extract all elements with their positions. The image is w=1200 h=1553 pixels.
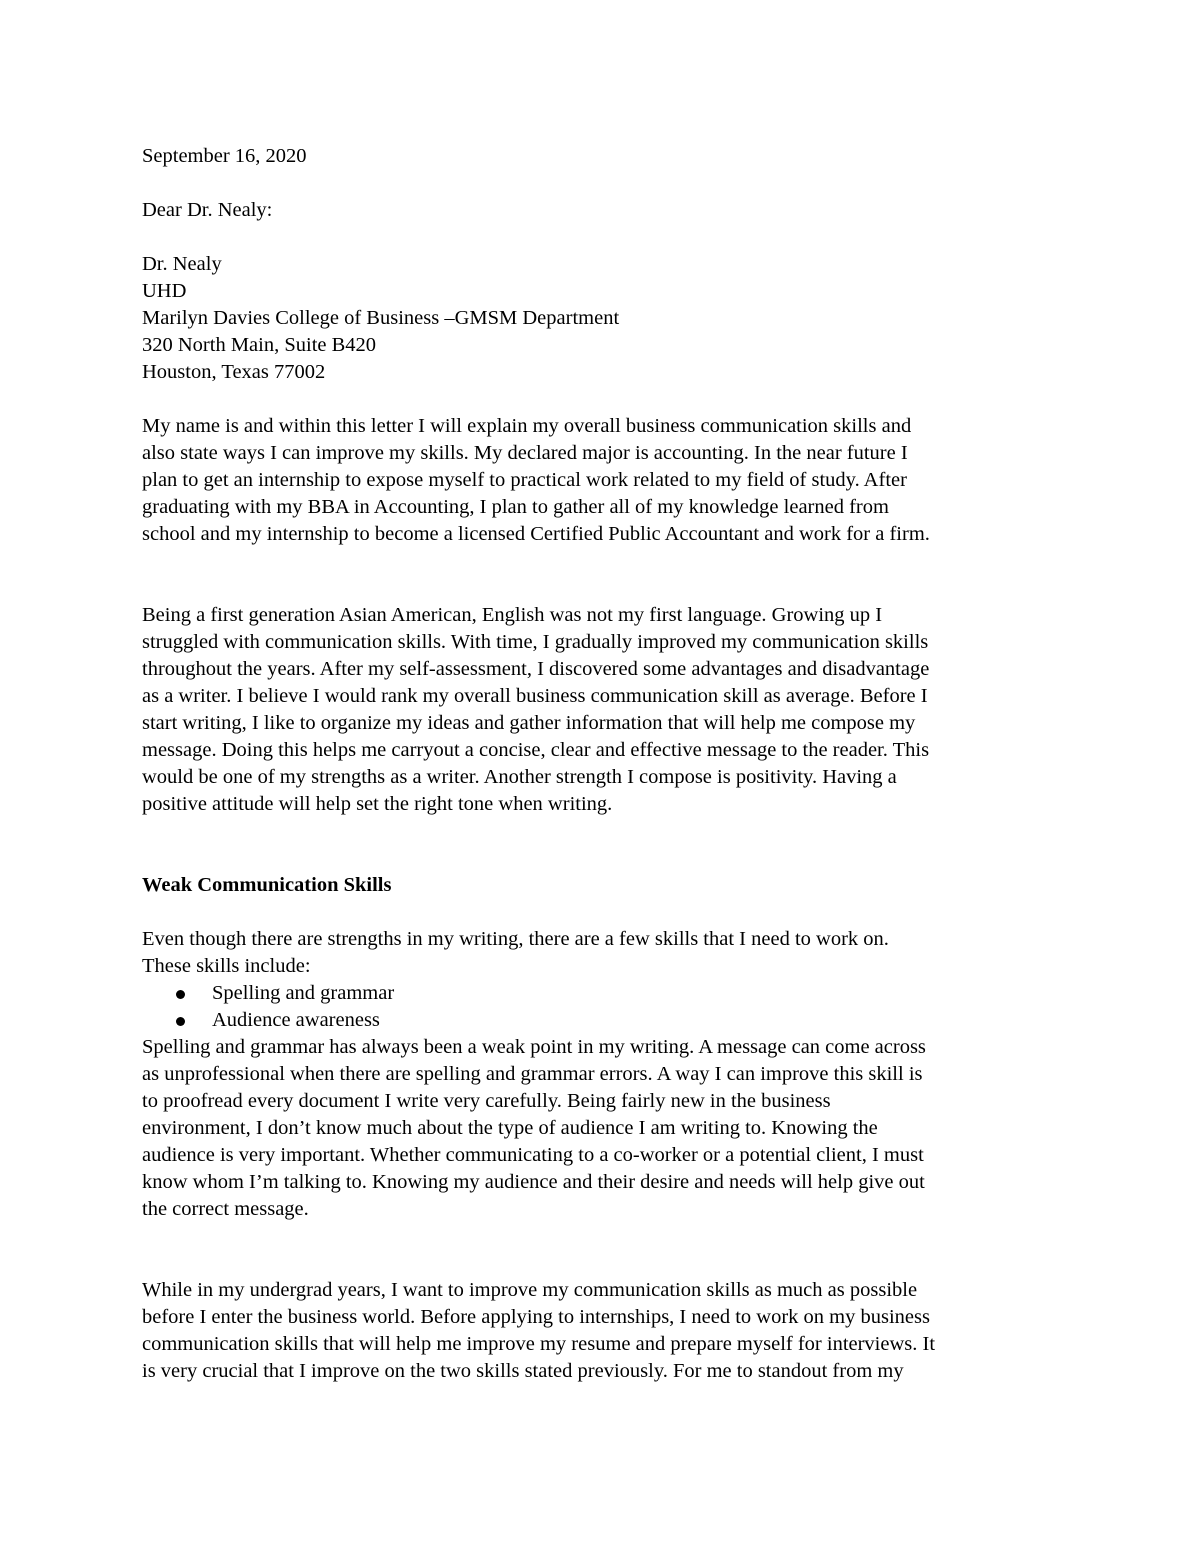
paragraph-line: graduating with my BBA in Accounting, I plan to gather all of my knowledge learned from xyxy=(142,496,889,518)
paragraph-line: as a writer. I believe I would rank my overall business communication skill as average. Before I xyxy=(142,685,928,707)
list-item xyxy=(142,980,1057,1007)
paragraph-line: While in my undergrad years, I want to improve my communication skills as much as possible xyxy=(142,1279,918,1301)
recipient-address xyxy=(142,251,1057,386)
paragraph-line: the correct message. xyxy=(142,1198,309,1220)
address-line: 320 North Main, Suite B420 xyxy=(142,334,377,356)
bullet-icon xyxy=(176,990,185,999)
address-line: Marilyn Davies College of Business –GMSM Department xyxy=(142,307,620,329)
weak-skills-intro xyxy=(142,926,1057,980)
closing-paragraph xyxy=(142,1277,1057,1385)
paragraph-line: Even though there are strengths in my writing, there are a few skills that I need to work on. xyxy=(142,928,889,950)
paragraph-line: would be one of my strengths as a writer. Another strength I compose is positivity. Having a xyxy=(142,766,897,788)
letter-date: September 16, 2020 xyxy=(142,145,307,167)
paragraph-line: These skills include: xyxy=(142,955,311,977)
strengths-paragraph xyxy=(142,602,1057,818)
paragraph-line: audience is very important. Whether communicating to a co-worker or a potential client, I must xyxy=(142,1144,924,1166)
bullet-icon xyxy=(176,1017,185,1026)
paragraph-line: before I enter the business world. Before applying to internships, I need to work on my business xyxy=(142,1306,930,1328)
paragraph-line: environment, I don’t know much about the type of audience I am writing to. Knowing the xyxy=(142,1117,878,1139)
address-line: UHD xyxy=(142,280,187,302)
list-item-text: Audience awareness xyxy=(212,1009,380,1031)
paragraph-line: plan to get an internship to expose myself to practical work related to my field of study. After xyxy=(142,469,907,491)
paragraph-line: as unprofessional when there are spelling and grammar errors. A way I can improve this skill is xyxy=(142,1063,923,1085)
paragraph-line: is very crucial that I improve on the two skills stated previously. For me to standout from my xyxy=(142,1360,904,1382)
paragraph-line: struggled with communication skills. With time, I gradually improved my communication skills xyxy=(142,631,929,653)
list-item-text: Spelling and grammar xyxy=(212,982,395,1004)
paragraph-line: to proofread every document I write very carefully. Being fairly new in the business xyxy=(142,1090,831,1112)
paragraph-line: also state ways I can improve my skills. My declared major is accounting. In the near future I xyxy=(142,442,908,464)
paragraph-line: throughout the years. After my self-assessment, I discovered some advantages and disadvantage xyxy=(142,658,930,680)
intro-paragraph xyxy=(142,413,1057,548)
weak-skills-detail xyxy=(142,1034,1057,1223)
paragraph-line: school and my internship to become a licensed Certified Public Accountant and work for a firm. xyxy=(142,523,930,545)
list-item xyxy=(142,1007,1057,1034)
paragraph-line: My name is and within this letter I will explain my overall business communication skills and xyxy=(142,415,912,437)
address-line: Dr. Nealy xyxy=(142,253,222,275)
paragraph-line: Spelling and grammar has always been a weak point in my writing. A message can come across xyxy=(142,1036,926,1058)
weak-skills-list xyxy=(142,980,1057,1034)
salutation: Dear Dr. Nealy: xyxy=(142,199,273,221)
address-line: Houston, Texas 77002 xyxy=(142,361,326,383)
paragraph-line: start writing, I like to organize my ideas and gather information that will help me compose my xyxy=(142,712,916,734)
paragraph-line: positive attitude will help set the right tone when writing. xyxy=(142,793,613,815)
section-heading: Weak Communication Skills xyxy=(142,874,392,896)
paragraph-line: message. Doing this helps me carryout a concise, clear and effective message to the reader. This xyxy=(142,739,930,761)
paragraph-line: Being a first generation Asian American, English was not my first language. Growing up I xyxy=(142,604,883,626)
paragraph-line: communication skills that will help me improve my resume and prepare myself for interviews. It xyxy=(142,1333,936,1355)
paragraph-line: know whom I’m talking to. Knowing my audience and their desire and needs will help give out xyxy=(142,1171,925,1193)
letter-page xyxy=(142,143,1057,1385)
